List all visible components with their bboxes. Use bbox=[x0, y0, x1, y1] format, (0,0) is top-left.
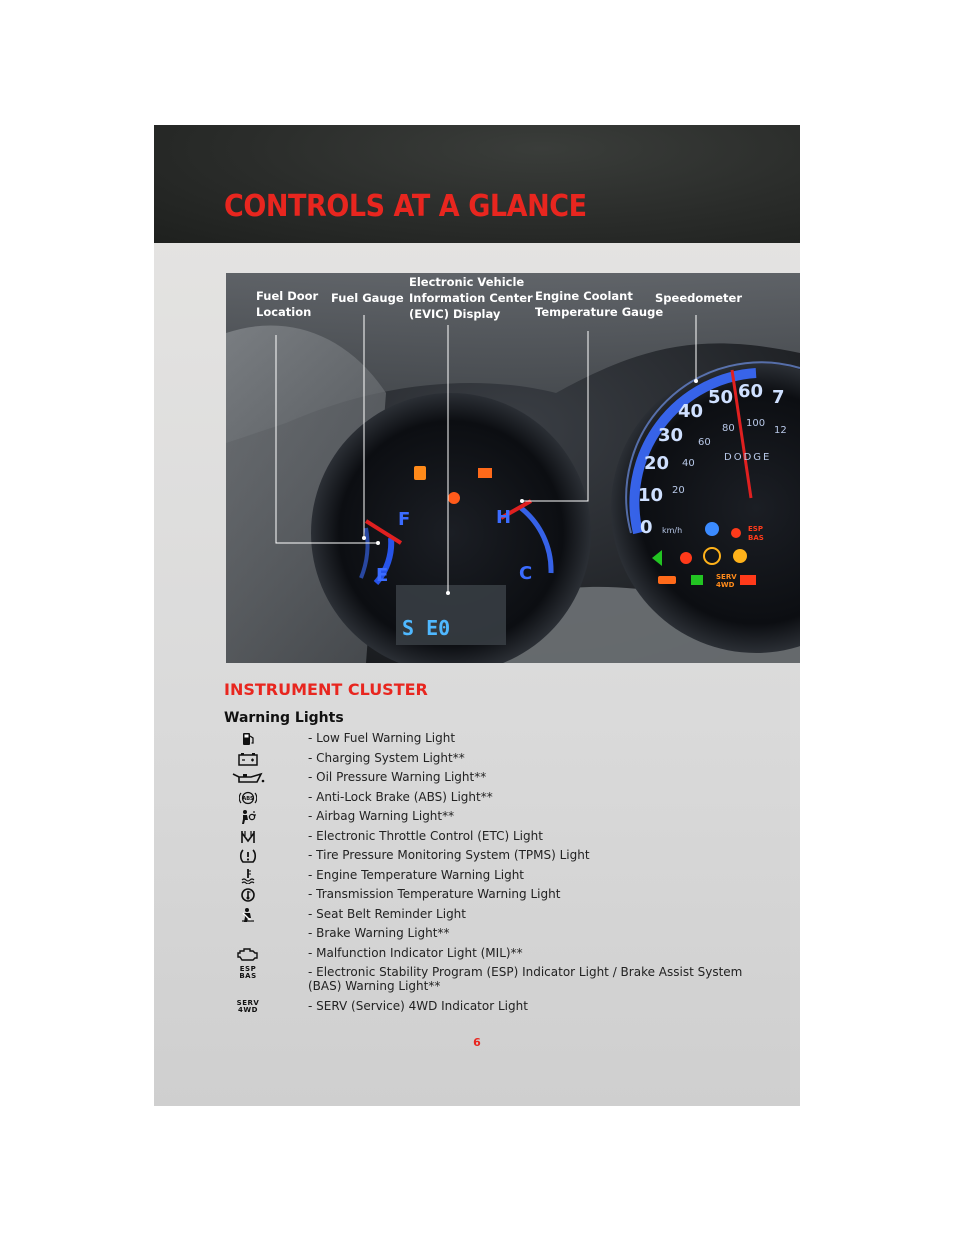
callout-fuel-gauge: Fuel Gauge bbox=[331, 291, 404, 305]
speedo-num-70: 7 bbox=[772, 387, 785, 408]
speedo-num-50: 50 bbox=[708, 387, 734, 408]
callout-evic: Electronic Vehicle Information Center (EVIC) Display bbox=[409, 275, 533, 321]
list-item bbox=[224, 905, 744, 925]
cluster-seatbelt-lamp bbox=[448, 492, 460, 504]
kmh-num-20: 20 bbox=[672, 485, 685, 496]
cluster-esp-label: ESP bbox=[748, 525, 763, 533]
subsection-title: Warning Lights bbox=[224, 710, 344, 726]
page-header bbox=[154, 125, 800, 243]
cluster-airbag-lamp bbox=[680, 552, 692, 564]
speedo-num-60: 60 bbox=[738, 381, 764, 402]
warning-light-label: - Electronic Stability Program (ESP) Indicator Light / Brake Assist System (BAS) Warning Light** bbox=[308, 965, 743, 993]
kmh-num-60: 60 bbox=[698, 437, 711, 448]
esp-label: ESP bbox=[239, 965, 257, 973]
cluster-esp-dot bbox=[731, 528, 741, 538]
list-item bbox=[224, 768, 744, 788]
fuel-empty-letter: E bbox=[376, 565, 389, 586]
instrument-cluster-photo bbox=[226, 273, 800, 663]
list-item bbox=[224, 924, 744, 944]
list-item bbox=[224, 846, 744, 866]
fuel-pump-icon bbox=[230, 731, 266, 747]
abs-icon bbox=[230, 790, 266, 806]
warning-light-label: - Malfunction Indicator Light (MIL)** bbox=[308, 945, 523, 960]
cluster-illustration bbox=[226, 273, 800, 663]
cluster-bas-label: BAS bbox=[748, 534, 764, 542]
speedo-unit: km/h bbox=[662, 526, 683, 535]
list-item bbox=[224, 827, 744, 847]
kmh-num-80: 80 bbox=[722, 423, 735, 434]
list-item bbox=[224, 788, 744, 808]
warning-light-label: - Anti-Lock Brake (ABS) Light** bbox=[308, 789, 493, 804]
list-item bbox=[224, 807, 744, 827]
page-number: 6 bbox=[473, 1036, 481, 1049]
evic-display-text: S E0 bbox=[402, 616, 451, 640]
callout-fuel-door: Fuel Door Location bbox=[256, 289, 319, 319]
callout-coolant-gauge: Engine Coolant Temperature Gauge bbox=[535, 289, 664, 319]
speedo-num-30: 30 bbox=[658, 425, 684, 446]
cluster-fuel-lamp bbox=[414, 466, 426, 480]
bas-label: BAS bbox=[239, 972, 257, 980]
list-item bbox=[224, 749, 744, 769]
warning-lights-list bbox=[224, 729, 744, 1017]
cluster-4wd-label: 4WD bbox=[716, 581, 735, 589]
coolant-temp-icon bbox=[230, 868, 266, 884]
cluster-traction-lamp bbox=[733, 549, 747, 563]
temp-cold-letter: C bbox=[519, 563, 533, 584]
fuel-full-letter: F bbox=[398, 509, 411, 530]
warning-light-label: - Charging System Light** bbox=[308, 750, 465, 765]
list-item bbox=[224, 944, 744, 964]
cluster-serv-label: SERV bbox=[716, 573, 737, 581]
battery-icon bbox=[230, 751, 266, 767]
page-title: CONTROLS AT A GLANCE bbox=[224, 189, 587, 224]
throttle-icon bbox=[230, 829, 266, 845]
warning-light-label: - Brake Warning Light** bbox=[308, 926, 450, 940]
manual-page bbox=[154, 125, 800, 1106]
kmh-num-40: 40 bbox=[682, 458, 695, 469]
serv-label: SERV bbox=[236, 999, 260, 1007]
warning-light-label: - SERV (Service) 4WD Indicator Light bbox=[308, 999, 528, 1013]
oil-can-icon bbox=[230, 770, 266, 786]
kmh-num-120: 12 bbox=[774, 425, 787, 436]
serv-4wd-icon bbox=[230, 999, 266, 1015]
list-item bbox=[224, 866, 744, 886]
cluster-highbeam-lamp bbox=[705, 522, 719, 536]
cluster-foglamp bbox=[691, 575, 703, 585]
speedo-num-40: 40 bbox=[678, 401, 704, 422]
warning-light-label: - Low Fuel Warning Light bbox=[308, 731, 456, 745]
engine-icon bbox=[230, 946, 266, 962]
cluster-battery-lamp bbox=[740, 575, 756, 585]
speedo-num-20: 20 bbox=[644, 453, 670, 474]
warning-light-label: - Engine Temperature Warning Light bbox=[308, 867, 525, 882]
temp-hot-letter: H bbox=[496, 507, 512, 528]
list-item bbox=[224, 729, 744, 749]
section-title: INSTRUMENT CLUSTER bbox=[224, 680, 428, 699]
list-item bbox=[224, 997, 744, 1017]
tire-pressure-icon bbox=[230, 848, 266, 864]
4wd-label: 4WD bbox=[238, 1006, 258, 1014]
kmh-num-100: 100 bbox=[746, 418, 766, 429]
svg-text:ABS: ABS bbox=[242, 795, 254, 802]
esp-bas-icon bbox=[230, 965, 266, 981]
warning-light-label: - Tire Pressure Monitoring System (TPMS) Light bbox=[308, 848, 590, 862]
brand-logo-text: DODGE bbox=[724, 452, 772, 463]
cluster-oil-lamp bbox=[658, 576, 676, 584]
warning-light-label: - Electronic Throttle Control (ETC) Light bbox=[308, 828, 543, 843]
speedo-num-10: 10 bbox=[638, 485, 664, 506]
transmission-temp-icon bbox=[230, 887, 266, 903]
cluster-coolant-lamp bbox=[478, 468, 492, 478]
callout-speedometer: Speedometer bbox=[655, 291, 742, 305]
warning-light-label: - Seat Belt Reminder Light bbox=[308, 906, 466, 921]
list-item bbox=[224, 885, 744, 905]
seatbelt-icon bbox=[230, 907, 266, 923]
warning-light-label: - Transmission Temperature Warning Light bbox=[308, 887, 561, 901]
list-item bbox=[224, 963, 744, 993]
warning-light-label: - Oil Pressure Warning Light** bbox=[308, 770, 487, 784]
warning-light-label: - Airbag Warning Light** bbox=[308, 809, 455, 823]
airbag-icon bbox=[230, 809, 266, 825]
speedo-num-0: 0 bbox=[640, 517, 653, 538]
